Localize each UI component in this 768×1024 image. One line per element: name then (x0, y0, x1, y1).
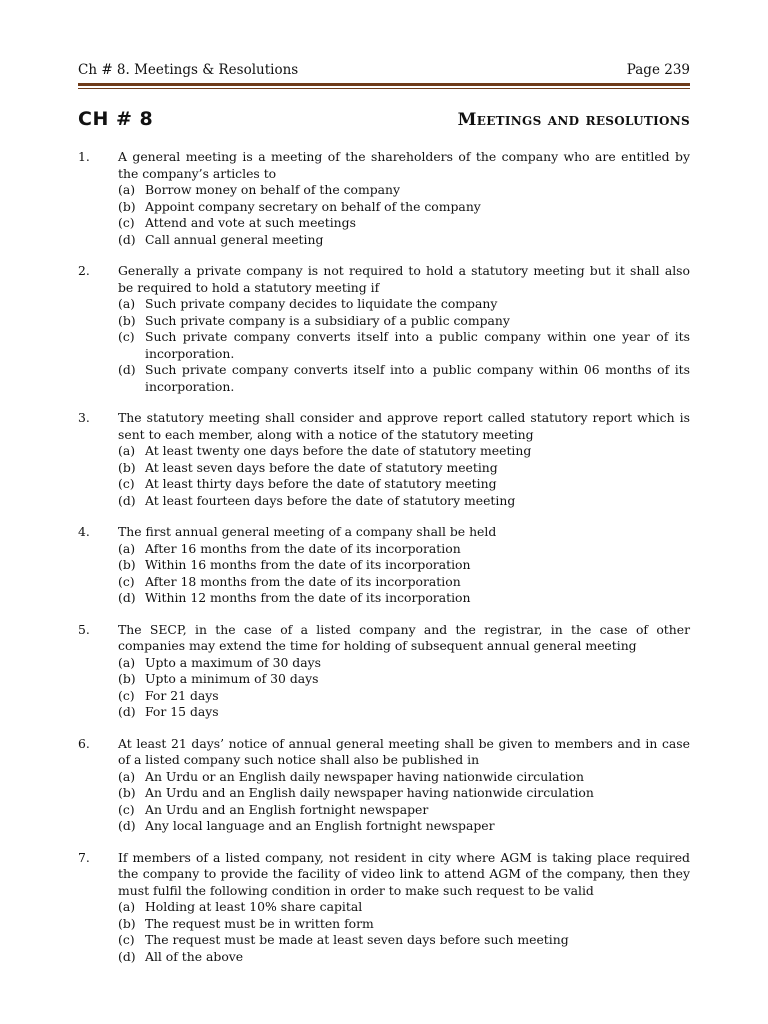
answer-option (118, 818, 690, 835)
option-letter: (d) (118, 704, 136, 719)
option-letter: (a) (118, 768, 136, 784)
header-chapter-label: Ch # 8. Meetings & Resolutions (78, 62, 299, 78)
option-letter: (d) (118, 818, 136, 833)
header-rule-thick (78, 83, 690, 86)
chapter-heading (78, 108, 690, 134)
option-letter: (d) (118, 590, 136, 605)
answer-option (118, 785, 690, 802)
option-text: At least seven days before the date of statutory meeting (145, 459, 498, 475)
option-letter: (c) (118, 476, 135, 491)
option-letter: (b) (118, 785, 136, 800)
option-text: After 18 months from the date of its incorporation (145, 573, 461, 589)
option-letter: (d) (118, 948, 136, 964)
option-text: Appoint company secretary on behalf of the company (145, 198, 481, 214)
option-letter: (a) (118, 540, 136, 556)
option-letter: (a) (118, 443, 136, 458)
answer-option (118, 574, 690, 591)
question-text: If members of a listed company, not resident in city where AGM is taking place required the company to provide the facility of video link to attend AGM of the company, then they must fulfil the following condition in order to make such request to be valid (118, 849, 690, 898)
option-text: At least twenty one days before the date of statutory meeting (145, 443, 532, 458)
option-letter: (b) (118, 312, 136, 328)
option-text: For 21 days (145, 687, 219, 703)
chapter-title: Meetings and resolutions (457, 110, 690, 130)
option-text: Within 12 months from the date of its incorporation (145, 590, 471, 605)
question-item (78, 410, 690, 509)
option-text: After 16 months from the date of its incorporation (145, 540, 461, 556)
option-letter: (d) (118, 362, 136, 377)
option-letter: (d) (118, 231, 136, 247)
option-letter: (b) (118, 557, 136, 572)
answer-option (118, 541, 690, 558)
answer-option (118, 704, 690, 721)
answer-option (118, 443, 690, 460)
option-letter: (d) (118, 492, 136, 508)
option-text: Such private company converts itself into a public company within 06 months of its incorporation. (145, 362, 690, 394)
option-text: An Urdu and an English fortnight newspaper (145, 801, 429, 817)
question-text: The statutory meeting shall consider and approve report called statutory report which is sent to each member, along with a notice of the statutory meeting (118, 410, 690, 442)
option-text: Such private company decides to liquidate the company (145, 296, 498, 311)
option-letter: (b) (118, 915, 136, 931)
option-letter: (a) (118, 182, 136, 197)
option-text: Such private company converts itself into a public company within one year of its incorporation. (145, 329, 690, 361)
answer-option (118, 671, 690, 688)
running-header (78, 62, 690, 82)
question-number: 7. (78, 849, 90, 865)
question-number: 3. (78, 410, 90, 425)
option-letter: (c) (118, 215, 135, 230)
option-letter: (c) (118, 932, 135, 947)
answer-option (118, 362, 690, 395)
option-letter: (a) (118, 296, 136, 311)
answer-option (118, 460, 690, 477)
option-text: Call annual general meeting (145, 231, 324, 247)
answer-option (118, 949, 690, 966)
question-text: A general meeting is a meeting of the shareholders of the company who are entitled by the company’s articles to (118, 149, 690, 181)
option-text: For 15 days (145, 704, 219, 719)
option-text: Within 16 months from the date of its incorporation (145, 557, 471, 572)
answer-option (118, 199, 690, 216)
option-text: Such private company is a subsidiary of a public company (145, 312, 510, 328)
question-number: 5. (78, 621, 90, 637)
option-letter: (a) (118, 654, 136, 670)
answer-option (118, 313, 690, 330)
answer-option (118, 329, 690, 362)
header-rule-thin (78, 88, 690, 89)
question-item (78, 850, 690, 966)
question-number: 1. (78, 149, 90, 164)
option-letter: (c) (118, 687, 135, 703)
answer-option (118, 182, 690, 199)
option-text: The request must be made at least seven days before such meeting (145, 932, 569, 947)
option-letter: (a) (118, 899, 136, 914)
question-item (78, 263, 690, 395)
answer-option (118, 916, 690, 933)
answer-option (118, 932, 690, 949)
question-text: At least 21 days’ notice of annual general meeting shall be given to members and in case of a listed company such notice shall also be published in (118, 735, 690, 767)
option-text: Attend and vote at such meetings (145, 215, 356, 230)
option-letter: (b) (118, 671, 136, 686)
question-text: Generally a private company is not required to hold a statutory meeting but it shall also be required to hold a statutory meeting if (118, 263, 690, 295)
question-item (78, 736, 690, 835)
answer-option (118, 655, 690, 672)
question-number: 4. (78, 524, 90, 539)
answer-option (118, 493, 690, 510)
option-text: All of the above (145, 948, 244, 964)
option-text: Any local language and an English fortnight newspaper (145, 818, 495, 833)
header-page-number: Page 239 (626, 62, 690, 78)
answer-option (118, 296, 690, 313)
question-text: The SECP, in the case of a listed company and the registrar, in the case of other companies may extend the time for holding of subsequent annual general meeting (118, 621, 690, 653)
question-item (78, 622, 690, 721)
answer-option (118, 688, 690, 705)
answer-option (118, 769, 690, 786)
option-letter: (b) (118, 198, 136, 214)
question-list (78, 149, 690, 980)
chapter-number: CH # 8 (78, 108, 154, 130)
option-text: Holding at least 10% share capital (145, 899, 363, 914)
option-letter: (c) (118, 801, 135, 817)
question-number: 6. (78, 735, 90, 751)
option-letter: (c) (118, 573, 135, 589)
answer-option (118, 590, 690, 607)
option-text: At least thirty days before the date of statutory meeting (145, 476, 497, 491)
option-text: Upto a minimum of 30 days (145, 671, 319, 686)
question-number: 2. (78, 263, 90, 278)
option-text: Upto a maximum of 30 days (145, 654, 321, 670)
answer-option (118, 899, 690, 916)
answer-option (118, 557, 690, 574)
question-item (78, 524, 690, 607)
option-letter: (c) (118, 329, 135, 344)
answer-option (118, 215, 690, 232)
question-text: The first annual general meeting of a company shall be held (118, 524, 497, 539)
option-text: An Urdu or an English daily newspaper having nationwide circulation (145, 768, 584, 784)
answer-option (118, 802, 690, 819)
option-text: An Urdu and an English daily newspaper having nationwide circulation (145, 785, 594, 800)
question-item (78, 149, 690, 248)
option-text: The request must be in written form (145, 915, 374, 931)
option-letter: (b) (118, 459, 136, 475)
option-text: Borrow money on behalf of the company (145, 182, 401, 197)
option-text: At least fourteen days before the date of statutory meeting (145, 492, 516, 508)
answer-option (118, 476, 690, 493)
answer-option (118, 232, 690, 249)
